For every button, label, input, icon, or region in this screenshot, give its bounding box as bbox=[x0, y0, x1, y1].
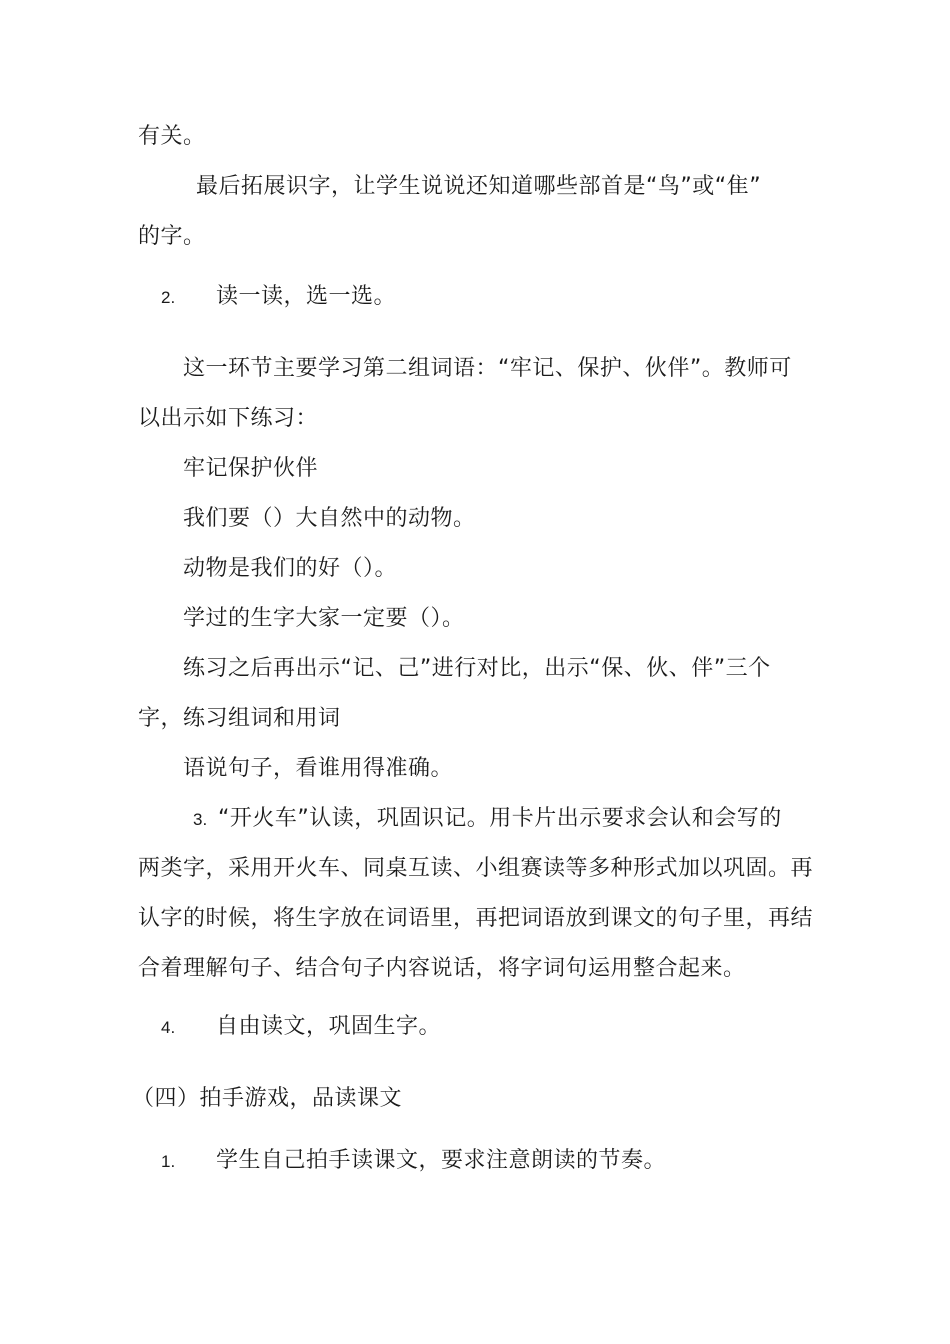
paragraph-line: 语说句子，看谁用得准确。 bbox=[183, 756, 454, 781]
list-number: 3. bbox=[193, 810, 208, 829]
paragraph-line: 这一环节主要学习第二组词语：“牢记、保护、伙伴”。教师可 bbox=[183, 356, 792, 381]
exercise-sentence: 我们要（）大自然中的动物。 bbox=[183, 506, 476, 531]
word-list: 牢记保护伙伴 bbox=[183, 456, 319, 481]
list-item-text: 学生自己拍手读课文，要求注意朗读的节奏。 bbox=[216, 1148, 667, 1173]
paragraph-line: 字，练习组词和用词 bbox=[138, 706, 341, 731]
paragraph-line: 合着理解句子、结合句子内容说话，将字词句运用整合起来。 bbox=[138, 956, 746, 981]
list-item-text: 读一读，选一选。 bbox=[216, 284, 397, 309]
paragraph-line: 以出示如下练习： bbox=[138, 406, 319, 431]
paragraph-line: 两类字，采用开火车、同桌互读、小组赛读等多种形式加以巩固。再 bbox=[138, 856, 814, 881]
paragraph-line: 最后拓展识字，让学生说说还知道哪些部首是“鸟”或“隹” bbox=[196, 174, 762, 199]
list-item-text: 自由读文，巩固生字。 bbox=[216, 1014, 442, 1039]
section-heading: （四）拍手游戏，品读课文 bbox=[132, 1086, 403, 1111]
exercise-sentence: 学过的生字大家一定要（）。 bbox=[183, 606, 465, 631]
paragraph-line: “开火车”认读，巩固识记。用卡片出示要求会认和会写的 bbox=[218, 806, 782, 831]
list-number: 1. bbox=[161, 1152, 176, 1171]
paragraph-line: 练习之后再出示“记、己”进行对比，出示“保、伙、伴”三个 bbox=[183, 656, 771, 681]
list-number: 4. bbox=[161, 1018, 176, 1037]
paragraph-line: 的字。 bbox=[138, 224, 206, 249]
exercise-sentence: 动物是我们的好（）。 bbox=[183, 556, 398, 581]
list-number: 2. bbox=[161, 288, 176, 307]
paragraph-line: 认字的时候，将生字放在词语里，再把词语放到课文的句子里，再结 bbox=[138, 906, 814, 931]
paragraph-line: 有关。 bbox=[138, 124, 206, 149]
